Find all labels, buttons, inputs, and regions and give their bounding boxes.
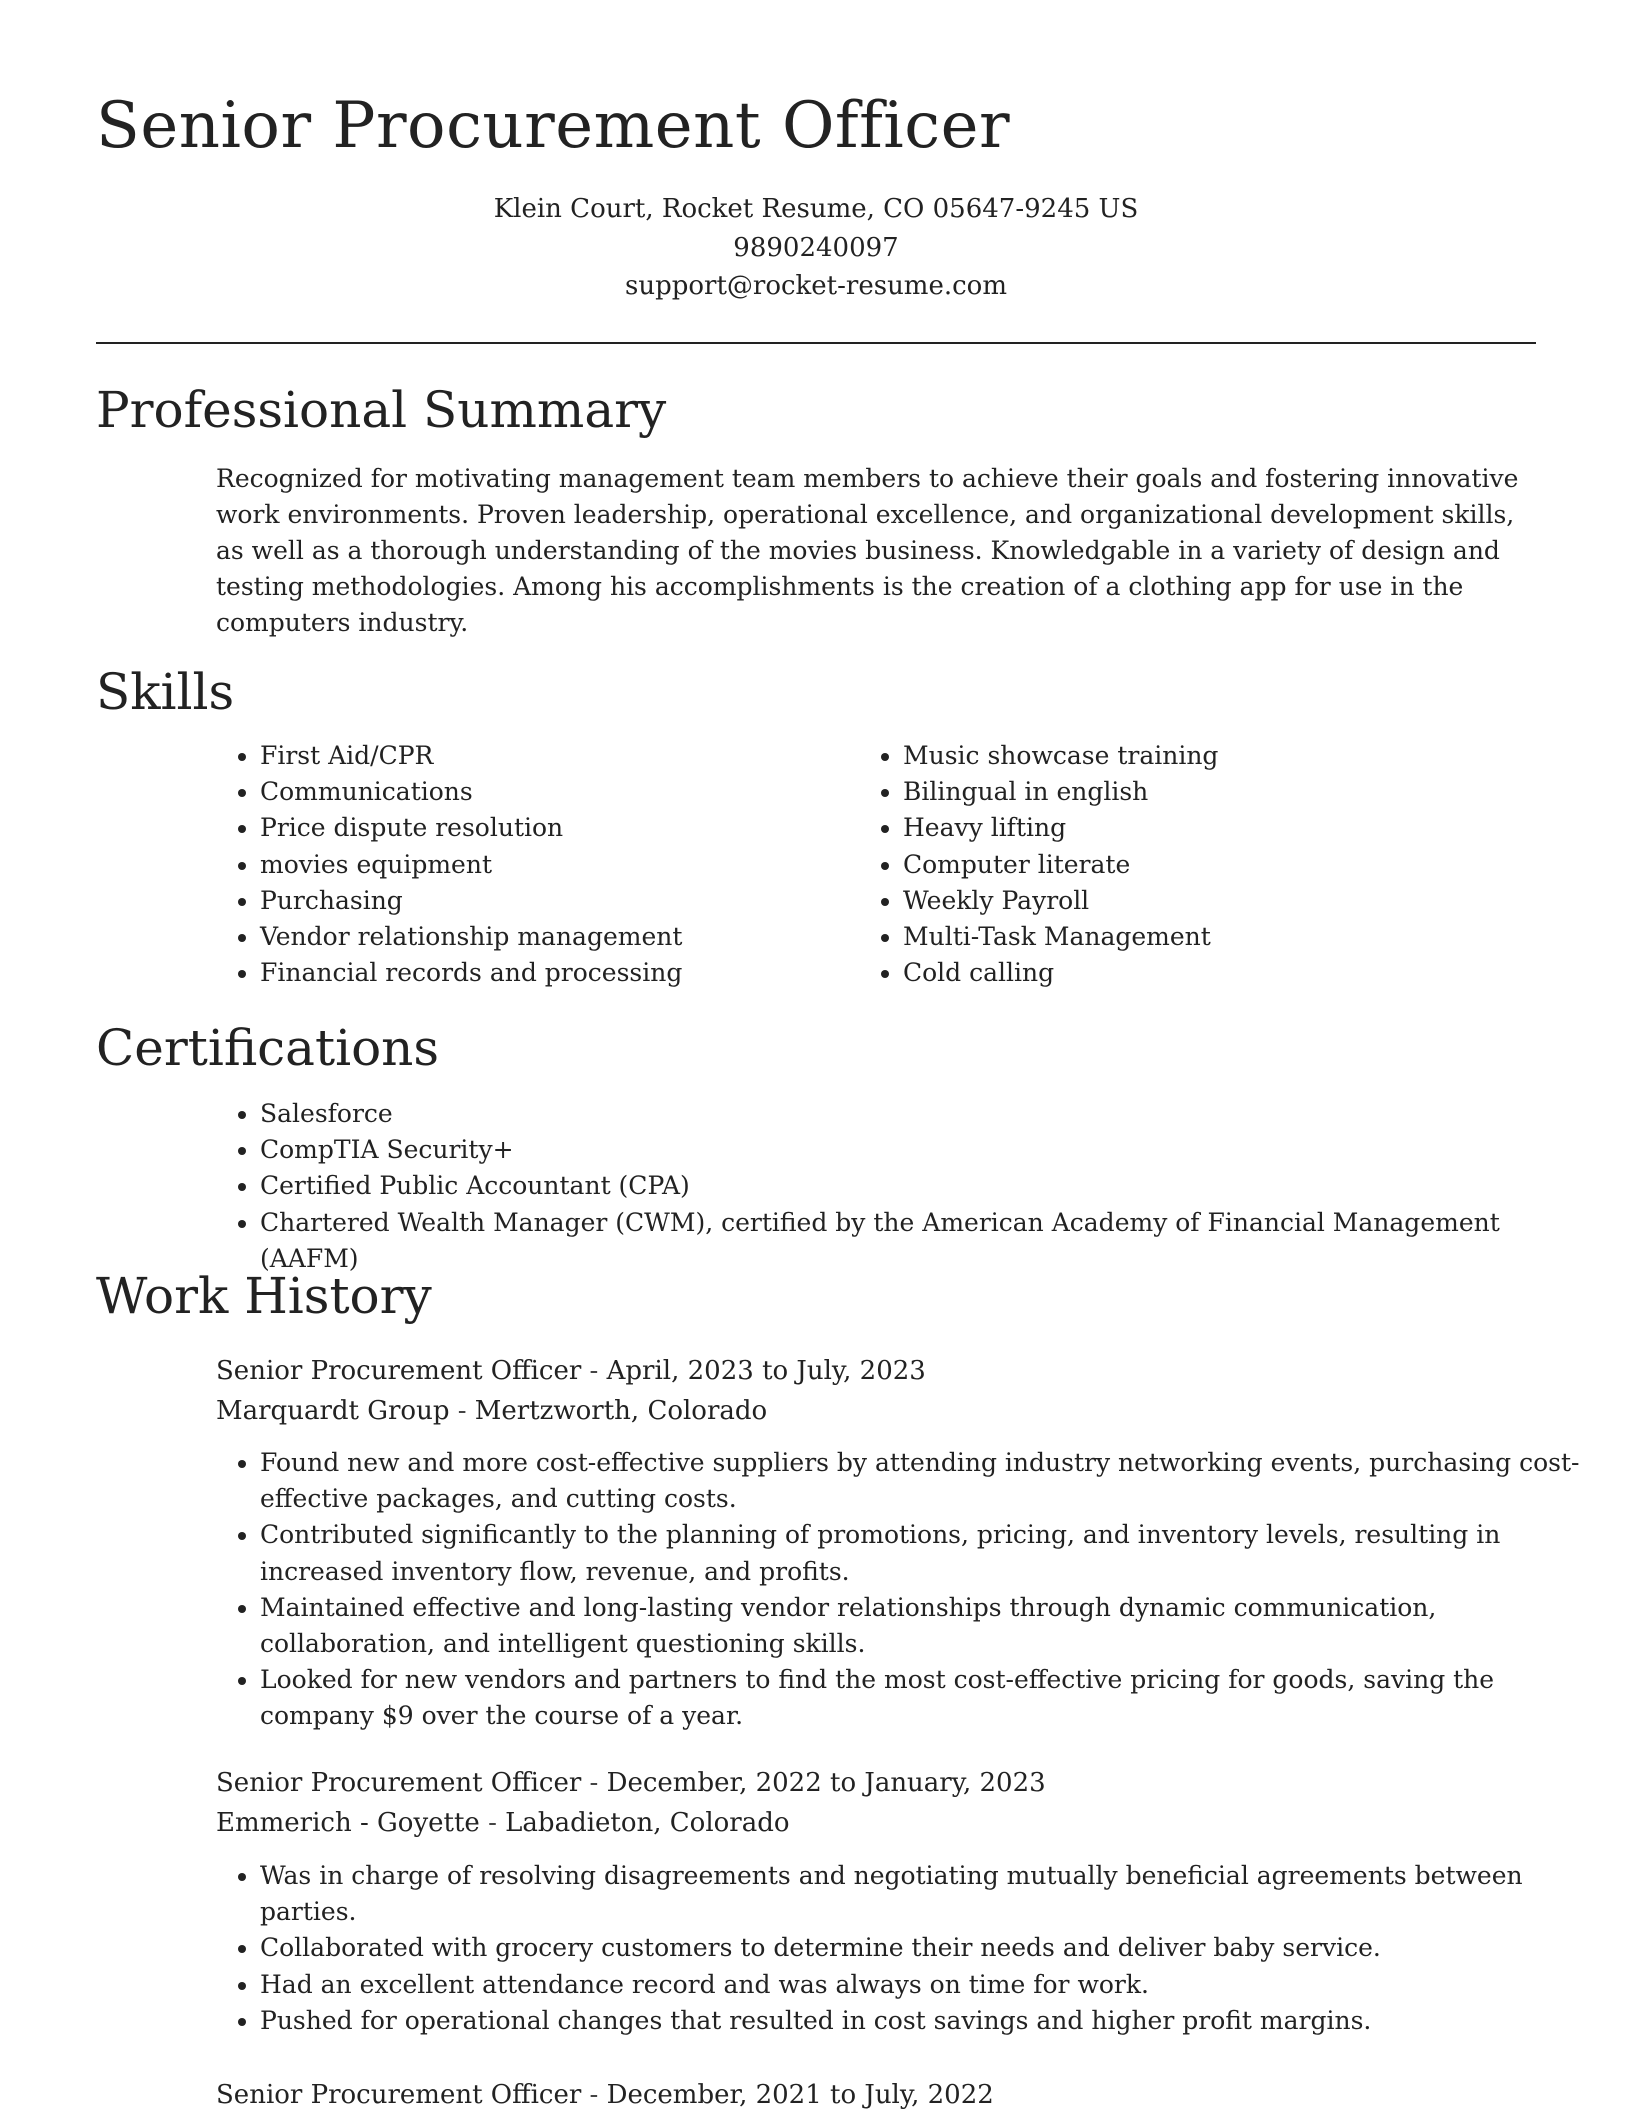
skill-item: • First Aid/CPR — [260, 738, 820, 774]
job-bullet: • Collaborated with grocery customers to determine their needs and deliver baby service. — [260, 1930, 1580, 1966]
certification-item: • Chartered Wealth Manager (CWM), certified by the American Academy of Financial Management (AAFM) — [260, 1205, 1580, 1277]
skill-item: • Computer literate — [903, 847, 1503, 883]
work-history-heading: Work History — [96, 1267, 432, 1325]
skill-item: • Bilingual in english — [903, 774, 1503, 810]
job-bullet: • Maintained effective and long-lasting vendor relationships through dynamic communication, collaboration, and intelligent questioning skills. — [260, 1590, 1580, 1662]
job-title: Senior Procurement Officer — [216, 2080, 582, 2110]
job-bullet: • Contributed significantly to the planning of promotions, pricing, and inventory levels, resulting in increased inventory flow, revenue, and profits. — [260, 1517, 1580, 1589]
job-location: Labadieton, Colorado — [505, 1808, 790, 1838]
skill-item: • Weekly Payroll — [903, 883, 1503, 919]
skill-item: • Financial records and processing — [260, 955, 820, 991]
contact-phone: 9890240097 — [733, 233, 899, 263]
job-company-line — [216, 1392, 767, 1430]
contact-email: support@rocket-resume.com — [624, 271, 1007, 301]
skill-item: • Music showcase training — [903, 738, 1503, 774]
job-bullets — [216, 1858, 1580, 2039]
skill-item: • movies equipment — [260, 847, 820, 883]
job-title-line — [216, 2076, 994, 2114]
skill-item: • Communications — [260, 774, 820, 810]
skill-item: • Vendor relationship management — [260, 919, 820, 955]
skills-list-left — [216, 738, 820, 991]
summary-text: Recognized for motivating management team members to achieve their goals and fostering innovative work environments. Proven leadership, operational excellence, and organizational development skills, as well as a thorough understanding of the movies business. Knowledgable in a variety of design and testing methodologies. Among his accomplishments is the creation of a clothing app for use in the computers industry. — [216, 464, 1519, 637]
header-divider — [96, 342, 1536, 344]
skill-item: • Cold calling — [903, 955, 1503, 991]
job-company: Emmerich - Goyette — [216, 1808, 480, 1838]
job-bullets — [216, 1445, 1580, 1735]
separator: - — [449, 1396, 475, 1426]
resume-name-title: Senior Procurement Officer — [96, 89, 1011, 163]
contact-address: Klein Court, Rocket Resume, CO 05647-9245 US — [493, 194, 1139, 224]
job-bullet: • Looked for new vendors and partners to find the most cost-effective pricing for goods, saving the company $9 over the course of a year. — [260, 1662, 1580, 1734]
skills-list-right — [859, 738, 1503, 991]
job-location: Mertzworth, Colorado — [474, 1396, 768, 1426]
job-dates: December, 2022 to January, 2023 — [606, 1768, 1046, 1798]
job-bullet: • Was in charge of resolving disagreements and negotiating mutually beneficial agreements between parties. — [260, 1858, 1580, 1930]
skill-item: • Heavy lifting — [903, 810, 1503, 846]
job-dates: December, 2021 to July, 2022 — [606, 2080, 994, 2110]
separator: - — [479, 1808, 506, 1838]
job-title: Senior Procurement Officer — [216, 1356, 582, 1386]
certifications-list — [216, 1096, 1580, 1277]
job-title-line — [216, 1352, 926, 1390]
job-bullet: • Had an excellent attendance record and was always on time for work. — [260, 1967, 1580, 2003]
separator: - — [581, 2080, 607, 2110]
job-title: Senior Procurement Officer — [216, 1768, 582, 1798]
job-dates: April, 2023 to July, 2023 — [606, 1356, 926, 1386]
separator: - — [581, 1768, 607, 1798]
skill-item: • Purchasing — [260, 883, 820, 919]
skills-heading: Skills — [96, 663, 235, 721]
job-bullet: • Found new and more cost-effective suppliers by attending industry networking events, purchasing cost-effective packages, and cutting costs. — [260, 1445, 1580, 1517]
certification-item: • Salesforce — [260, 1096, 1580, 1132]
certification-item: • Certified Public Accountant (CPA) — [260, 1168, 1580, 1204]
separator: - — [581, 1356, 607, 1386]
skill-item: • Price dispute resolution — [260, 810, 820, 846]
job-bullet: • Pushed for operational changes that resulted in cost savings and higher profit margins. — [260, 2003, 1580, 2039]
certification-item: • CompTIA Security+ — [260, 1132, 1580, 1168]
certifications-heading: Certifications — [96, 1019, 440, 1077]
job-company-line — [216, 1804, 790, 1842]
job-company: Marquardt Group — [216, 1396, 450, 1426]
summary-heading: Professional Summary — [96, 381, 667, 439]
skill-item: • Multi-Task Management — [903, 919, 1503, 955]
job-title-line — [216, 1764, 1046, 1802]
